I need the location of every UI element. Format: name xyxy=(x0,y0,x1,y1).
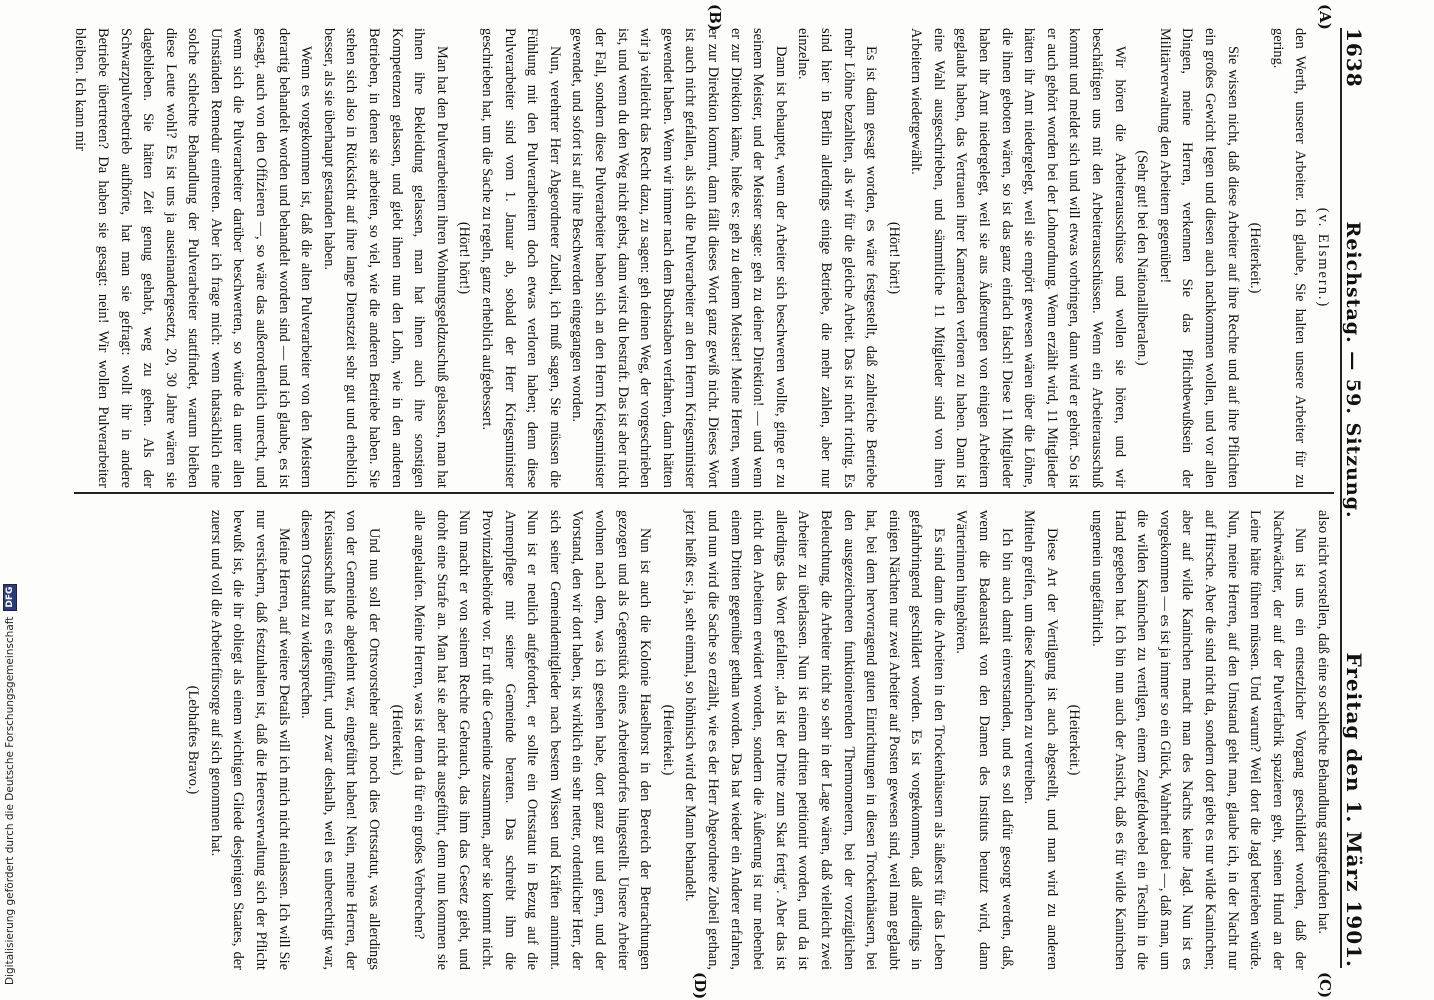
margin-marker-c: (C) xyxy=(1316,972,1334,999)
right-column xyxy=(74,510,1334,970)
paragraph: (Heiterkeit.) xyxy=(388,704,405,776)
paragraph: den Werth, unserer Arbeiter. Ich glaube, Sie halten unsere Arbeiter für zu gering. xyxy=(1269,28,1309,488)
paragraph: Und nun soll der Ortsvorsteher auch noch dies Ortsstatut, was allerdings von der Gemeinde abgelehnt war, eingeführt haben! Nein, meine Herren, der Kreisausschuß hat es eingeführt, und zwar deshalb, weil es unberechtigt war, diesem Ortsstatut zu widersprechen. xyxy=(298,510,383,970)
paragraph: (Sehr gut! bei den Nationalliberalen.) xyxy=(1134,150,1151,366)
paragraph: (v. Elsmern.) xyxy=(1315,207,1331,309)
page-header xyxy=(1340,28,1376,968)
header-date: Freitag den 1. März 1901. xyxy=(1342,652,1366,968)
margin-marker-d: (D) xyxy=(691,972,709,1000)
header-title: Reichstag. — 59. Sitzung. xyxy=(1342,221,1364,519)
paragraph: Man hat den Pulverarbeitern ihren Wohnungsgeldzuschuß gelassen, man hat ihnen ihre Bekleidung gelassen, man hat ihnen auch ihre sonstigen Kompetenzen gelassen, und giebt ihnen nun den Lohn, wie in den anderen Betrieben, in denen sie arbeiten, so viel, wie die anderen Betriebe haben. Sie stehen sich also in Rücksicht auf ihre lange Dienstzeit sehr gut und erheblich besser, als sie überhaupt gestanden haben. xyxy=(320,28,450,488)
paragraph: (Hört! hört!) xyxy=(885,221,902,295)
paragraph: Sie wissen nicht, daß diese Arbeiter auf ihre Rechte und auf ihre Pflichten ein großes Gewicht legen und diesen auch nachkommen wollen, und vor allen Dingen, meine Herren, verkennen Sie das Pflichtbewußtsein der Militärverwaltung den Arbeitern gegenüber! xyxy=(1156,28,1241,488)
paragraph: Diese Art der Vertilgung ist auch abgestellt, und man wird zu anderen Mitteln greifen, um diese Kaninchen zu vertreiben. xyxy=(1021,510,1060,970)
paragraph: (Heiterkeit.) xyxy=(659,704,676,776)
margin-marker-a: (A) xyxy=(1316,4,1334,30)
page-number: 1638 xyxy=(1342,28,1366,88)
paragraph: (Lebhaftes Bravo.) xyxy=(185,685,202,795)
paragraph: Nun ist auch die Kolonie Haselhorst in den Bereich der Betrachtungen gezogen und als Gegenstück eines Arbeiterdorfes hingestellt. Unsere Arbeiter wohnen nach dem, was ich gesehen habe, dort ganz gut und gern, und der Vorstand, den wir dort haben, ist wirklich ein sehr netter, ordentlicher Herr, der sich seiner Gemeindemitglieder nach bestem Wissen und Kräften annimmt. Nun ist er neulich aufgefordert, er sollte ein Ortsstatut in Bezug auf die Armenpflege mit seiner Gemeinde beraten. Das schreibt ihm die Provinzialbehörde vor. Er ruft die Gemeinde zusammen, aber sie kommt nicht. Nun macht er von seinem Rechte Gebrauch, das ihm das Gesetz giebt, und droht eine Strafe an. Man hat sie aber nicht ausgeführt, denn nun kommen sie alle angelaufen. Meine Herren, was ist denn da für ein großes Verbrechen? xyxy=(411,510,654,970)
paragraph: Dann ist behauptet, wenn der Arbeiter sich beschweren wollte, ginge er zu seinem Meister, und der Meister sagte: geh zu deiner Direktion! — und wenn er zur Direktion käme, hieße es: geh zu deinem Meister! Meine Herren, wenn er zur Direktion kommt, dann fällt dieses Wort ganz gewiß nicht. Dieses Wort ist auch nicht gefallen, als sich die Pulverarbeiter an den Herrn Kriegsminister gewendet haben. Wenn wir immer nach dem Buchstaben verfahren, dann hätten wir ja vielleicht das Recht dazu, zu sagen: geh deinen Weg, der vorgeschrieben ist, und wenn du den Weg nicht gehst, dann wirst du bestraft. Das ist aber nicht der Fall, sondern diese Pulverarbeiter haben sich an den Herrn Kriegsminister gewendet, und sofort ist auf ihre Beschwerden eingegangen worden. xyxy=(569,28,789,488)
paragraph: Nun, verehrter Herr Abgeordneter Zubeil, ich muß sagen, Sie müssen die Fühlung mit den Pulverarbeitern doch etwas verloren haben; denn diese Pulverarbeiter sind vom 1. Januar ab, sobald der Herr Kriegsminister geschrieben hat, um die Sache zu regeln, ganz erheblich aufgebessert. xyxy=(479,28,563,488)
paragraph: Wenn es vorgekommen ist, daß die alten Pulverarbeiter von den Meistern derartig behandelt worden und behandelt worden sind — und ich glaube, es ist gesagt, auch von den Offizieren —, so wäre das außerordentlich unrecht, und wenn sich die Pulverarbeiter darüber beschwerten, so würde da unter allen Umständen Remedur eintreten. Aber ich frage mich: wenn thatsächlich eine solche schlechte Behandlung der Pulverarbeiter stattfindet, warum bleiben diese Leute wohl? Es ist uns ja auseinandergesetzt, 20, 30 Jahre wären sie dageblieben. Sie hätten Zeit genug gehabt, weg zu gehen. Als der Schwarzpulverbetrieb aufhörte, hat man sie gefragt: wollt ihr in andere Betriebe übertreten? Da haben sie gesagt: nein! Wir wollen Pulverarbeiter bleiben. Ich kann mir xyxy=(72,28,315,488)
paragraph: Ich bin auch damit einverstanden, und es soll dafür gesorgt werden, daß, wenn die Badeanstalt von den Damen des Instituts benutzt wird, dann Wärterinnen hingehören. xyxy=(953,510,1015,970)
credit-text: Digitalisierung gefördert durch die Deutsche Forschungsgemeinschaft xyxy=(4,616,16,985)
paragraph: (Hört! hört!) xyxy=(456,221,473,295)
digitization-credit xyxy=(2,5,18,985)
paragraph: Nun ist uns ein entsetzlicher Vorgang geschildert worden, daß der Nachtwächter, der auf der Pulverfabrik spazieren geht, seinen Hund an der Leine hätte führen müssen. Und warum? Weil dort die Jagd betrieben würde. Nun, meine Herren, auf den Umstand geht man, glaube ich, in der Nacht nur auf Hirsche. Aber die sind nicht da, sondern dort giebt es nur wilde Kaninchen; aber auf wilde Kaninchen macht man des Nachts keine Jagd. Nun ist es vorgekommen — es ist ja immer so ein Glück, Wahrheit dabei —, daß man, um die wilden Kaninchen zu vertilgen, einem Zeugfeldwebel ein Teschin in die Hand gegeben hat. Ich bin nun auch der Ansicht, daß es für wilde Kaninchen ungemein ungefährlich. xyxy=(1089,510,1309,970)
paragraph: (Heiterkeit.) xyxy=(1247,222,1264,294)
left-column xyxy=(74,28,1334,488)
column-divider xyxy=(74,492,1334,494)
paragraph: Es ist dann gesagt worden, es wäre festgestellt, daß zahlreiche Betriebe mehr Löhne bezahlten, als wir für die gleiche Arbeit. Das ist nicht richtig. Es sind hier in Berlin allerdings einige Betriebe, die mehr zahlen, aber nur einzelne. xyxy=(795,28,880,488)
paragraph: Es sind dann die Arbeiten in den Trockenhäusern als äußerst für das Leben gefahrbringend geschildert worden. Es ist vorgekommen, daß allerdings in einigen Nächten nur zwei Arbeiter auf Posten gewesen sind, weil man geglaubt hat, bei dem hervorragend guten Einrichtungen in diesen Trockenhäusern, bei den ausgezeichneten funktionierenden Thermometern, bei der vorzüglichen Beleuchtung, die Arbeiter nicht so sehr in der Lage wären, daß vielleicht zwei Arbeiter zu überlassen. Nun ist einem dritten petitionirt worden, und da ist allerdings das Wort gefallen: „da ist der Dritte zum Skat fertig“. Aber das ist nicht den Arbeitern erwidert worden, sondern die Äußerung ist nur nebenbei einem Dritten gegenüber gethan worden. Das hat wieder ein Anderer erfahren, und nun wird die Sache so erzählt, wie es der Herr Abgeordnete Zubeil gethan, jetzt heißt es: ja, seht einmal, so höhnisch wird der Mann behandelt. xyxy=(682,510,947,970)
paragraph: Wir hören die Arbeiterausschüsse und wollen sie hören, und wir beschäftigen uns mit den Arbeiterausschüssen. Wenn ein Arbeiterausschuß kommt und meldet sich und will etwas vorbringen, dann wird er gehört. So ist er auch gehört worden bei der Lohnordnung. Wenn erzählt wird, 11 Mitglieder hätten ihr Amt niedergelegt, weil sie empört gewesen wären über die Löhne, die ihnen geboten wären, so ist das ganz einfach falsch! Diese 11 Mitglieder haben ihr Amt niedergelegt, weil sie aus Äußerungen von einigen Arbeitern geglaubt haben, das Vertrauen ihrer Kameraden verloren zu haben. Dann ist eine Wahl ausgeschrieben, und sämmtliche 11 Mitglieder sind von ihren Arbeitern wiedergewählt. xyxy=(908,28,1128,488)
dfg-logo: DFG xyxy=(3,584,17,611)
margin-marker-b: (B) xyxy=(706,4,724,31)
paragraph: (Heiterkeit.) xyxy=(1066,704,1083,776)
paragraph: Meine Herren, auf weitere Details will ich mich nicht einlassen. Ich will Sie nur versichern, daß festzuhalten ist, daß die Heeresverwaltung sich der Pflicht bewußt ist, die ihr obliegt als einem wichtigen Gliede desjenigen Staates, der zuerst und voll die Arbeiterfürsorge auf sich genommen hat. xyxy=(207,510,292,970)
paragraph: also nicht vorstellen, daß eine so schlechte Behandlung stattgefunden hat. xyxy=(1315,510,1331,935)
